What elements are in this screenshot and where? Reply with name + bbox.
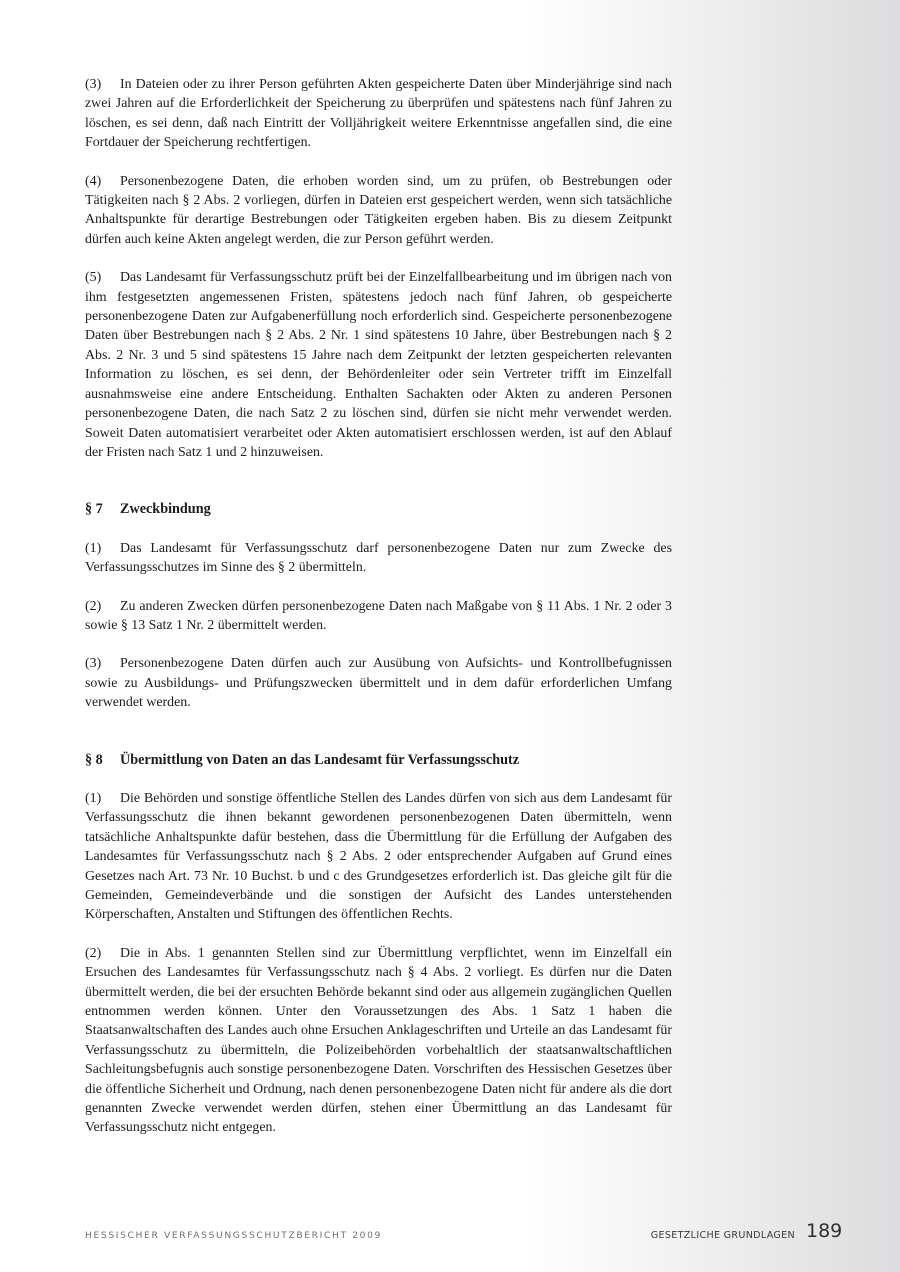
paragraph-number: (2) <box>85 598 102 614</box>
paragraph-number: (3) <box>85 656 102 672</box>
paragraph-text: Das Landesamt für Verfassungsschutz prüft bei der Einzelfallbearbeitung und im übrigen nach von ihm festgesetzten angemessenen Fristen, spätestens jedoch nach fünf Jahren, ob gespeicherte personenbezogene Daten zur Aufgabenerfüllung noch erforderlich sind. Gespeicherte personenbezogene Daten über Bestrebungen nach § 2 Abs. 2 Nr. 1 sind spätestens 10 Jahre, über Bestrebungen nach § 2 Abs. 2 Nr. 3 und 5 sind spätestens 15 Jahre nach dem Zeitpunkt der letzten gespeicherten relevanten Information zu löschen, es sei denn, der Behördenleiter oder sein Vertreter trifft im Einzelfall ausnahmsweise eine andere Entscheidung. Enthalten Sachakten oder Akten zu anderen Personen personenbezogene Daten, die nach Satz 2 zu löschen sind, dürfen sie nicht mehr verwendet werden. Soweit Daten automatisiert verarbeitet oder Akten automatisiert erschlossen werden, ist auf den Ablauf der Fristen nach Satz 1 und 2 hinzuweisen. <box>85 270 672 460</box>
section-title: Übermittlung von Daten an das Landesamt für Verfassungsschutz <box>120 751 520 768</box>
paragraph-text: Die Behörden und sonstige öffentliche Stellen des Landes dürfen von sich aus dem Landesamt für Verfassungsschutz die ihnen bekannt gewordenen personenbezogenen Daten übermitteln, wenn tatsächliche Anhaltspunkte dafür bestehen, dass die Übermittlung für die Erfüllung der Aufgaben des Landesamtes für Verfassungsschutz nach § 2 Abs. 2 oder entsprechender Aufgaben auf Grund eines Gesetzes nach Art. 73 Nr. 10 Buchst. b und c des Grundgesetzes erforderlich ist. Das gleiche gilt für die Gemeinden, Gemeindeverbände und die sonstigen der Aufsicht des Landes unterstehenden Körperschaften, Anstalten und Stiftungen des öffentlichen Rechts. <box>85 790 672 923</box>
s7-paragraph-3 <box>85 654 672 712</box>
paragraph-number: (4) <box>85 173 102 189</box>
paragraph-text: Personenbezogene Daten dürfen auch zur Ausübung von Aufsichts- und Kontrollbefugnissen sowie zu Ausbildungs- und Prüfungszwecken übermittelt und in dem dafür erforderlichen Umfang verwendet werden. <box>85 656 672 711</box>
paragraph-number: (3) <box>85 77 102 92</box>
s7-paragraph-1 <box>85 539 672 578</box>
paragraph-text: Das Landesamt für Verfassungsschutz darf personenbezogene Daten nur zum Zwecke des Verfassungsschutzes im Sinne des § 2 übermitteln. <box>85 540 672 576</box>
paragraph-text: Zu anderen Zwecken dürfen personenbezogene Daten nach Maßgabe von § 11 Abs. 1 Nr. 2 oder 3 sowie § 13 Satz 1 Nr. 2 übermittelt werden. <box>85 598 672 633</box>
section-title: Zweckbindung <box>120 501 211 518</box>
paragraph-number: (2) <box>85 945 102 961</box>
section-number: § 8 <box>85 751 103 768</box>
paragraph-number: (5) <box>85 270 102 286</box>
footer-chapter-title: GESETZLICHE GRUNDLAGEN <box>650 1230 795 1241</box>
s6-paragraph-3 <box>85 75 672 153</box>
s6-paragraph-5 <box>85 268 672 462</box>
section-spacer <box>85 732 672 751</box>
s6-paragraph-4 <box>85 172 672 250</box>
page-body <box>85 75 672 1157</box>
footer-publication-title: HESSISCHER VERFASSUNGSSCHUTZBERICHT 2009 <box>85 1230 382 1241</box>
s7-paragraph-2 <box>85 597 672 636</box>
section-8-heading <box>85 751 672 770</box>
paragraph-number: (1) <box>85 790 102 806</box>
paragraph-text: Personenbezogene Daten, die erhoben worden sind, um zu prüfen, ob Bestrebungen oder Tätigkeiten nach § 2 Abs. 2 vorliegen, dürfen in Dateien erst gespeichert werden, wenn sich tatsächliche Anhaltspunkte für derartige Bestrebungen oder Tätigkeiten ergeben haben. Bis zu diesem Zeitpunkt dürfen auch keine Akten angelegt werden, die zur Person geführt werden. <box>85 173 672 247</box>
s8-paragraph-1 <box>85 789 672 925</box>
section-number: § 7 <box>85 501 103 518</box>
section-spacer <box>85 481 672 500</box>
paragraph-text: In Dateien oder zu ihrer Person geführten Akten gespeicherte Daten über Minderjährige sind nach zwei Jahren auf die Erforderlichkeit der Speicherung zu überprüfen und spätestens nach fünf Jahren zu löschen, es sei denn, daß nach Eintritt der Volljährigkeit weitere Erkenntnisse angefallen sind, die eine Fortdauer der Speicherung rechtfertigen. <box>85 77 672 151</box>
section-7-heading <box>85 500 672 519</box>
s8-paragraph-2 <box>85 944 672 1138</box>
paragraph-number: (1) <box>85 540 102 556</box>
paragraph-text: Die in Abs. 1 genannten Stellen sind zur Übermittlung verpflichtet, wenn im Einzelfall ein Ersuchen des Landesamtes für Verfassungsschutz nach § 4 Abs. 2 vorliegt. Es dürfen nur die Daten übermittelt werden, die bei der ersuchten Behörde bekannt sind oder aus allgemein zugänglichen Quellen entnommen werden können. Unter den Voraussetzungen des Abs. 1 Satz 1 haben die Staatsanwaltschaften des Landes auch ohne Ersuchen Anklageschriften und Urteile an das Landesamt für Verfassungsschutz zu übermitteln, die Polizeibehörden vorbehaltlich der staatsanwaltschaftlichen Sachleitungsbefugnis auch sonstige personenbezogene Daten. Vorschriften des Hessischen Gesetzes über die öffentliche Sicherheit und Ordnung, nach denen personenbezogene Daten nicht für andere als die dort genannten Zwecke verwendet werden dürfen, stehen einer Übermittlung an das Landesamt für Verfassungsschutz nicht entgegen. <box>85 945 672 1136</box>
page-number: 189 <box>806 1220 843 1242</box>
